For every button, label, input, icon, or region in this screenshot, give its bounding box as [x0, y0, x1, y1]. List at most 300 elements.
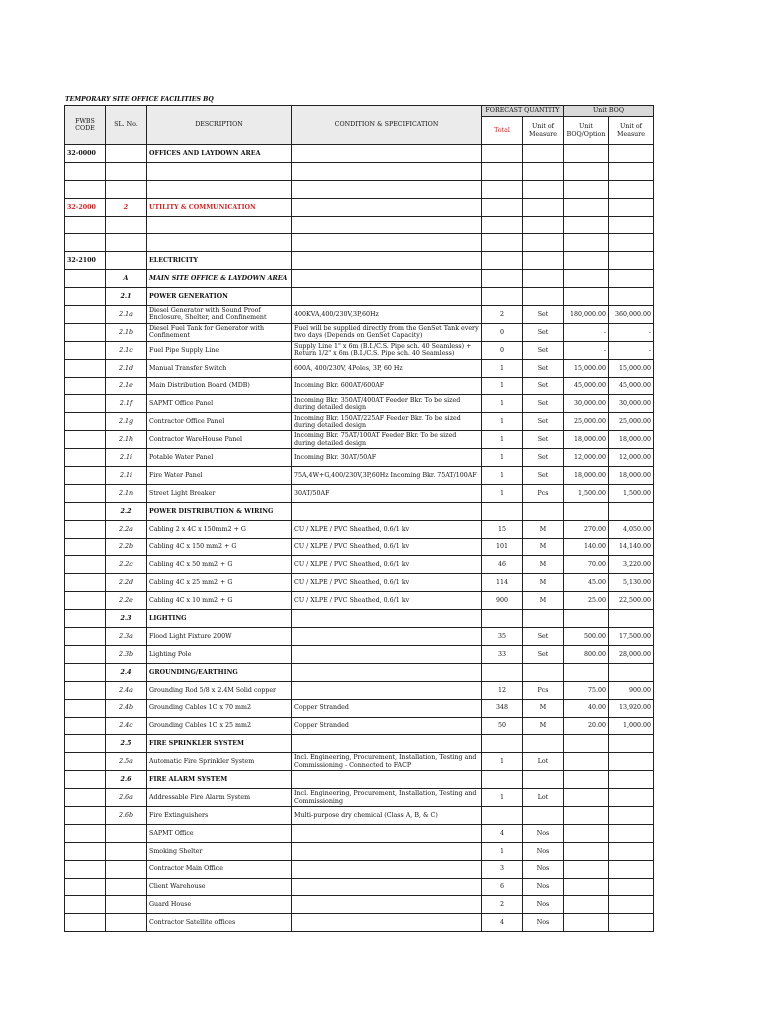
cell-fwbs-code — [65, 610, 106, 628]
cell-quantity: 1 — [482, 377, 523, 395]
empty-cell — [147, 162, 292, 180]
cell-condition: Copper Stranded — [292, 699, 482, 717]
cell-total-boq: - — [609, 341, 654, 359]
cell-sl-no: 2.6 — [106, 771, 147, 789]
cell-condition: Fuel will be supplied directly from the GenSet Tank every two days (Depends on GenSet Capacity) — [292, 323, 482, 341]
cell-total-boq — [609, 610, 654, 628]
cell-unit-of-measure — [523, 806, 564, 824]
table-row — [65, 842, 654, 860]
cell-unit-of-measure: Set — [523, 377, 564, 395]
empty-cell — [106, 180, 147, 198]
cell-fwbs-code — [65, 306, 106, 324]
cell-sl-no: A — [106, 270, 147, 288]
cell-sl-no: 2.4c — [106, 717, 147, 735]
table-row — [65, 180, 654, 198]
cell-unit-of-measure — [523, 610, 564, 628]
cell-description: MAIN SITE OFFICE & LAYDOWN AREA — [147, 270, 292, 288]
cell-description: OFFICES AND LAYDOWN AREA — [147, 145, 292, 163]
cell-description: Potable Water Panel — [147, 449, 292, 467]
cell-sl-no — [106, 824, 147, 842]
table-row — [65, 699, 654, 717]
cell-quantity: 1 — [482, 431, 523, 449]
cell-unit-boq — [564, 860, 609, 878]
table-row — [65, 341, 654, 359]
empty-cell — [65, 216, 106, 234]
cell-total-boq — [609, 789, 654, 807]
cell-quantity — [482, 610, 523, 628]
header-description: DESCRIPTION — [147, 106, 292, 145]
table-row — [65, 323, 654, 341]
cell-unit-boq — [564, 610, 609, 628]
cell-fwbs-code — [65, 341, 106, 359]
cell-unit-boq: 30,000.00 — [564, 395, 609, 413]
empty-cell — [523, 180, 564, 198]
table-row — [65, 359, 654, 377]
cell-sl-no: 2.3a — [106, 628, 147, 646]
cell-description: Contractor Main Office — [147, 860, 292, 878]
cell-condition — [292, 645, 482, 663]
cell-unit-of-measure: Nos — [523, 824, 564, 842]
cell-total-boq — [609, 735, 654, 753]
cell-fwbs-code — [65, 717, 106, 735]
cell-quantity: 15 — [482, 520, 523, 538]
cell-fwbs-code — [65, 502, 106, 520]
cell-description: Street Light Breaker — [147, 484, 292, 502]
cell-unit-boq: 15,000.00 — [564, 359, 609, 377]
table-row — [65, 270, 654, 288]
cell-fwbs-code — [65, 538, 106, 556]
cell-sl-no: 2.3b — [106, 645, 147, 663]
cell-sl-no: 2.1d — [106, 359, 147, 377]
cell-sl-no: 2.2b — [106, 538, 147, 556]
cell-unit-of-measure: Set — [523, 431, 564, 449]
cell-fwbs-code — [65, 413, 106, 431]
cell-unit-boq: 1,500.00 — [564, 484, 609, 502]
cell-unit-boq — [564, 252, 609, 270]
cell-unit-boq: 500.00 — [564, 628, 609, 646]
cell-sl-no — [106, 145, 147, 163]
cell-total-boq: 17,500.00 — [609, 628, 654, 646]
cell-quantity — [482, 735, 523, 753]
cell-sl-no: 2.1i — [106, 467, 147, 485]
cell-condition: CU / XLPE / PVC Sheathed, 0.6/1 kv — [292, 520, 482, 538]
table-row — [65, 878, 654, 896]
cell-description: Cabling 4C x 10 mm2 + G — [147, 592, 292, 610]
cell-total-boq — [609, 663, 654, 681]
cell-condition: Incoming Bkr. 350AT/400AT Feeder Bkr. To be sized during detailed design — [292, 395, 482, 413]
cell-total-boq — [609, 502, 654, 520]
cell-total-boq: 1,500.00 — [609, 484, 654, 502]
cell-description: SAPMT Office — [147, 824, 292, 842]
cell-condition: Incoming Bkr. 75AT/100AT Feeder Bkr. To be sized during detailed design — [292, 431, 482, 449]
empty-cell — [609, 162, 654, 180]
cell-description: Fire Water Panel — [147, 467, 292, 485]
cell-unit-of-measure: M — [523, 717, 564, 735]
cell-quantity: 1 — [482, 842, 523, 860]
cell-sl-no: 2.6a — [106, 789, 147, 807]
cell-quantity — [482, 502, 523, 520]
header-condition: CONDITION & SPECIFICATION — [292, 106, 482, 145]
cell-unit-boq — [564, 198, 609, 216]
table-row — [65, 484, 654, 502]
empty-cell — [523, 162, 564, 180]
empty-cell — [609, 234, 654, 252]
cell-unit-of-measure: Set — [523, 359, 564, 377]
cell-total-boq: 360,000.00 — [609, 306, 654, 324]
cell-description: Guard House — [147, 896, 292, 914]
cell-unit-of-measure — [523, 735, 564, 753]
cell-quantity — [482, 198, 523, 216]
cell-fwbs-code — [65, 860, 106, 878]
boq-table-body — [65, 145, 654, 932]
cell-condition: Incoming Bkr. 150AT/225AF Feeder Bkr. To be sized during detailed design — [292, 413, 482, 431]
table-row — [65, 377, 654, 395]
table-row — [65, 288, 654, 306]
cell-condition: CU / XLPE / PVC Sheathed, 0.6/1 kv — [292, 556, 482, 574]
cell-unit-of-measure — [523, 270, 564, 288]
cell-condition: Incoming Bkr. 600AT/600AF — [292, 377, 482, 395]
cell-sl-no: 2.6b — [106, 806, 147, 824]
cell-condition — [292, 842, 482, 860]
cell-fwbs-code — [65, 824, 106, 842]
cell-unit-boq: 12,000.00 — [564, 449, 609, 467]
cell-condition — [292, 681, 482, 699]
empty-cell — [482, 162, 523, 180]
cell-fwbs-code — [65, 556, 106, 574]
table-row — [65, 753, 654, 771]
cell-unit-of-measure: M — [523, 592, 564, 610]
boq-table — [64, 105, 654, 932]
cell-sl-no: 2.2c — [106, 556, 147, 574]
table-row — [65, 520, 654, 538]
cell-quantity: 1 — [482, 467, 523, 485]
table-row — [65, 467, 654, 485]
cell-unit-boq — [564, 842, 609, 860]
cell-sl-no: 2.1e — [106, 377, 147, 395]
cell-description: Client Warehouse — [147, 878, 292, 896]
cell-quantity: 4 — [482, 824, 523, 842]
cell-condition — [292, 860, 482, 878]
empty-cell — [147, 180, 292, 198]
empty-cell — [65, 180, 106, 198]
cell-quantity: 50 — [482, 717, 523, 735]
header-unit-of-measure: Unit of Measure — [523, 117, 564, 145]
cell-condition — [292, 771, 482, 789]
cell-description: Diesel Generator with Sound Proof Enclosure, Shelter, and Confinement — [147, 306, 292, 324]
cell-sl-no: 2.2e — [106, 592, 147, 610]
cell-sl-no — [106, 896, 147, 914]
cell-unit-of-measure: Nos — [523, 842, 564, 860]
cell-condition — [292, 878, 482, 896]
cell-sl-no: 2.1h — [106, 431, 147, 449]
cell-description: FIRE SPRINKLER SYSTEM — [147, 735, 292, 753]
cell-quantity: 46 — [482, 556, 523, 574]
cell-quantity: 33 — [482, 645, 523, 663]
cell-unit-boq — [564, 502, 609, 520]
cell-unit-of-measure: Nos — [523, 878, 564, 896]
cell-total-boq: 13,920.00 — [609, 699, 654, 717]
cell-sl-no: 2.1f — [106, 395, 147, 413]
cell-unit-of-measure — [523, 663, 564, 681]
cell-description: Fire Extinguishers — [147, 806, 292, 824]
cell-quantity — [482, 663, 523, 681]
cell-description: SAPMT Office Panel — [147, 395, 292, 413]
cell-fwbs-code — [65, 878, 106, 896]
document-title: TEMPORARY SITE OFFICE FACILITIES BQ — [65, 96, 214, 103]
cell-condition: CU / XLPE / PVC Sheathed, 0.6/1 kv — [292, 574, 482, 592]
table-row — [65, 574, 654, 592]
table-row — [65, 502, 654, 520]
cell-description: Addressable Fire Alarm System — [147, 789, 292, 807]
cell-quantity: 2 — [482, 306, 523, 324]
cell-condition: Copper Stranded — [292, 717, 482, 735]
cell-fwbs-code — [65, 270, 106, 288]
cell-sl-no: 2.1 — [106, 288, 147, 306]
table-row — [65, 771, 654, 789]
cell-sl-no — [106, 252, 147, 270]
cell-unit-boq: 20.00 — [564, 717, 609, 735]
cell-condition: 400KVA,400/230V,3P,60Hz — [292, 306, 482, 324]
cell-quantity: 12 — [482, 681, 523, 699]
cell-sl-no: 2.2 — [106, 502, 147, 520]
cell-description: Cabling 4C x 150 mm2 + G — [147, 538, 292, 556]
cell-total-boq: 25,000.00 — [609, 413, 654, 431]
cell-total-boq — [609, 824, 654, 842]
cell-unit-of-measure: M — [523, 699, 564, 717]
table-row — [65, 413, 654, 431]
cell-quantity: 0 — [482, 323, 523, 341]
cell-condition: Supply Line 1" x 6m (B.I./C.S. Pipe sch. 40 Seamless) + Return 1/2" x 6m (B.I./C.S. Pipe sch. 40 Seamless) — [292, 341, 482, 359]
cell-fwbs-code — [65, 806, 106, 824]
cell-condition — [292, 628, 482, 646]
cell-unit-boq: 18,000.00 — [564, 431, 609, 449]
empty-cell — [292, 234, 482, 252]
cell-quantity: 1 — [482, 789, 523, 807]
header-fwbs-code: FWBS CODE — [65, 106, 106, 145]
header-unit-of-measure-2: Unit of Measure — [609, 117, 654, 145]
cell-unit-boq — [564, 288, 609, 306]
cell-unit-boq: - — [564, 341, 609, 359]
cell-total-boq: 3,220.00 — [609, 556, 654, 574]
cell-sl-no: 2.4b — [106, 699, 147, 717]
cell-quantity: 1 — [482, 395, 523, 413]
cell-description: GROUNDING/EARTHING — [147, 663, 292, 681]
cell-fwbs-code — [65, 771, 106, 789]
cell-description: Diesel Fuel Tank for Generator with Confinement — [147, 323, 292, 341]
table-row — [65, 663, 654, 681]
empty-cell — [482, 216, 523, 234]
cell-total-boq — [609, 914, 654, 932]
header-total: Total — [482, 117, 523, 145]
table-row — [65, 431, 654, 449]
cell-unit-boq: 140.00 — [564, 538, 609, 556]
cell-fwbs-code — [65, 449, 106, 467]
cell-unit-of-measure: Pcs — [523, 681, 564, 699]
empty-cell — [523, 216, 564, 234]
cell-description: Grounding Cables 1C x 25 mm2 — [147, 717, 292, 735]
cell-total-boq — [609, 896, 654, 914]
cell-unit-of-measure: M — [523, 538, 564, 556]
cell-description: Cabling 2 x 4C x 150mm2 + G — [147, 520, 292, 538]
cell-description: Cabling 4C x 25 mm2 + G — [147, 574, 292, 592]
table-row — [65, 860, 654, 878]
cell-unit-boq — [564, 145, 609, 163]
table-row — [65, 896, 654, 914]
cell-fwbs-code — [65, 645, 106, 663]
cell-condition — [292, 824, 482, 842]
cell-unit-of-measure: Lot — [523, 789, 564, 807]
cell-fwbs-code — [65, 628, 106, 646]
cell-unit-boq: 25,000.00 — [564, 413, 609, 431]
cell-total-boq — [609, 860, 654, 878]
table-row — [65, 198, 654, 216]
cell-condition — [292, 735, 482, 753]
cell-sl-no: 2.1b — [106, 323, 147, 341]
empty-cell — [564, 234, 609, 252]
cell-unit-of-measure — [523, 771, 564, 789]
empty-cell — [482, 180, 523, 198]
table-row — [65, 538, 654, 556]
cell-total-boq: 22,500.00 — [609, 592, 654, 610]
header-unit-boq-option: Unit BOQ/Option — [564, 117, 609, 145]
cell-condition: Incoming Bkr. 30AT/50AF — [292, 449, 482, 467]
cell-fwbs-code — [65, 663, 106, 681]
cell-unit-boq — [564, 878, 609, 896]
cell-fwbs-code: 32-2000 — [65, 198, 106, 216]
cell-fwbs-code — [65, 520, 106, 538]
cell-unit-of-measure: Set — [523, 306, 564, 324]
cell-fwbs-code — [65, 574, 106, 592]
cell-unit-boq: 40.00 — [564, 699, 609, 717]
cell-quantity: 1 — [482, 413, 523, 431]
cell-quantity: 35 — [482, 628, 523, 646]
cell-sl-no — [106, 914, 147, 932]
cell-unit-of-measure: M — [523, 556, 564, 574]
cell-total-boq: 4,050.00 — [609, 520, 654, 538]
cell-total-boq — [609, 145, 654, 163]
cell-quantity: 3 — [482, 860, 523, 878]
cell-sl-no: 2 — [106, 198, 147, 216]
cell-fwbs-code: 32-2100 — [65, 252, 106, 270]
cell-unit-boq: 75.00 — [564, 681, 609, 699]
table-row — [65, 681, 654, 699]
cell-description: Smoking Shelter — [147, 842, 292, 860]
cell-fwbs-code — [65, 395, 106, 413]
table-row — [65, 824, 654, 842]
cell-total-boq: 14,140.00 — [609, 538, 654, 556]
cell-description: UTILITY & COMMUNICATION — [147, 198, 292, 216]
cell-description: LIGHTING — [147, 610, 292, 628]
cell-unit-boq: - — [564, 323, 609, 341]
cell-description: Contractor WareHouse Panel — [147, 431, 292, 449]
empty-cell — [292, 180, 482, 198]
cell-quantity: 900 — [482, 592, 523, 610]
cell-quantity: 1 — [482, 753, 523, 771]
cell-unit-of-measure — [523, 145, 564, 163]
table-row — [65, 717, 654, 735]
cell-description: Grounding Cables 1C x 70 mm2 — [147, 699, 292, 717]
cell-total-boq — [609, 753, 654, 771]
cell-condition: 600A, 400/230V, 4Poles, 3P, 60 Hz — [292, 359, 482, 377]
cell-unit-boq — [564, 771, 609, 789]
cell-unit-boq: 25.00 — [564, 592, 609, 610]
header-sl-no: SL. No. — [106, 106, 147, 145]
cell-unit-of-measure: Pcs — [523, 484, 564, 502]
cell-total-boq: 900.00 — [609, 681, 654, 699]
cell-sl-no — [106, 860, 147, 878]
cell-fwbs-code: 32-0000 — [65, 145, 106, 163]
cell-total-boq: 5,130.00 — [609, 574, 654, 592]
cell-fwbs-code — [65, 914, 106, 932]
empty-cell — [106, 216, 147, 234]
cell-total-boq: 18,000.00 — [609, 431, 654, 449]
cell-condition: Incl. Engineering, Procurement, Installation, Testing and Commissioning - Connected to FACP — [292, 753, 482, 771]
cell-unit-boq: 18,000.00 — [564, 467, 609, 485]
cell-condition — [292, 914, 482, 932]
cell-unit-boq: 45,000.00 — [564, 377, 609, 395]
cell-unit-boq — [564, 663, 609, 681]
cell-description: Lighting Pole — [147, 645, 292, 663]
cell-quantity: 6 — [482, 878, 523, 896]
cell-unit-of-measure: Set — [523, 645, 564, 663]
cell-quantity — [482, 252, 523, 270]
cell-sl-no: 2.5a — [106, 753, 147, 771]
empty-cell — [564, 162, 609, 180]
cell-unit-of-measure: Set — [523, 323, 564, 341]
cell-description: Cabling 4C x 50 mm2 + G — [147, 556, 292, 574]
table-row — [65, 234, 654, 252]
cell-unit-of-measure: Set — [523, 395, 564, 413]
cell-unit-boq — [564, 753, 609, 771]
cell-fwbs-code — [65, 842, 106, 860]
cell-total-boq: 1,000.00 — [609, 717, 654, 735]
cell-fwbs-code — [65, 323, 106, 341]
cell-unit-of-measure: Lot — [523, 753, 564, 771]
cell-sl-no — [106, 842, 147, 860]
cell-description: Flood Light Fixture 200W — [147, 628, 292, 646]
empty-cell — [564, 216, 609, 234]
cell-sl-no: 2.1n — [106, 484, 147, 502]
table-row — [65, 449, 654, 467]
empty-cell — [292, 216, 482, 234]
cell-quantity — [482, 771, 523, 789]
cell-quantity: 101 — [482, 538, 523, 556]
cell-unit-boq — [564, 806, 609, 824]
empty-cell — [482, 234, 523, 252]
cell-unit-boq: 800.00 — [564, 645, 609, 663]
cell-total-boq — [609, 198, 654, 216]
cell-description: ELECTRICITY — [147, 252, 292, 270]
cell-condition: 30AT/50AF — [292, 484, 482, 502]
cell-total-boq: 12,000.00 — [609, 449, 654, 467]
empty-cell — [564, 180, 609, 198]
cell-condition: Incl. Engineering, Procurement, Installation, Testing and Commissioning — [292, 789, 482, 807]
cell-sl-no: 2.2d — [106, 574, 147, 592]
cell-quantity — [482, 270, 523, 288]
cell-condition: Multi-purpose dry chemical (Class A, B, & C) — [292, 806, 482, 824]
cell-unit-of-measure: M — [523, 520, 564, 538]
cell-quantity: 0 — [482, 341, 523, 359]
cell-fwbs-code — [65, 431, 106, 449]
cell-total-boq: - — [609, 323, 654, 341]
empty-cell — [523, 234, 564, 252]
cell-condition — [292, 663, 482, 681]
cell-quantity: 1 — [482, 359, 523, 377]
cell-sl-no: 2.2a — [106, 520, 147, 538]
cell-quantity: 114 — [482, 574, 523, 592]
cell-total-boq — [609, 270, 654, 288]
cell-quantity — [482, 806, 523, 824]
